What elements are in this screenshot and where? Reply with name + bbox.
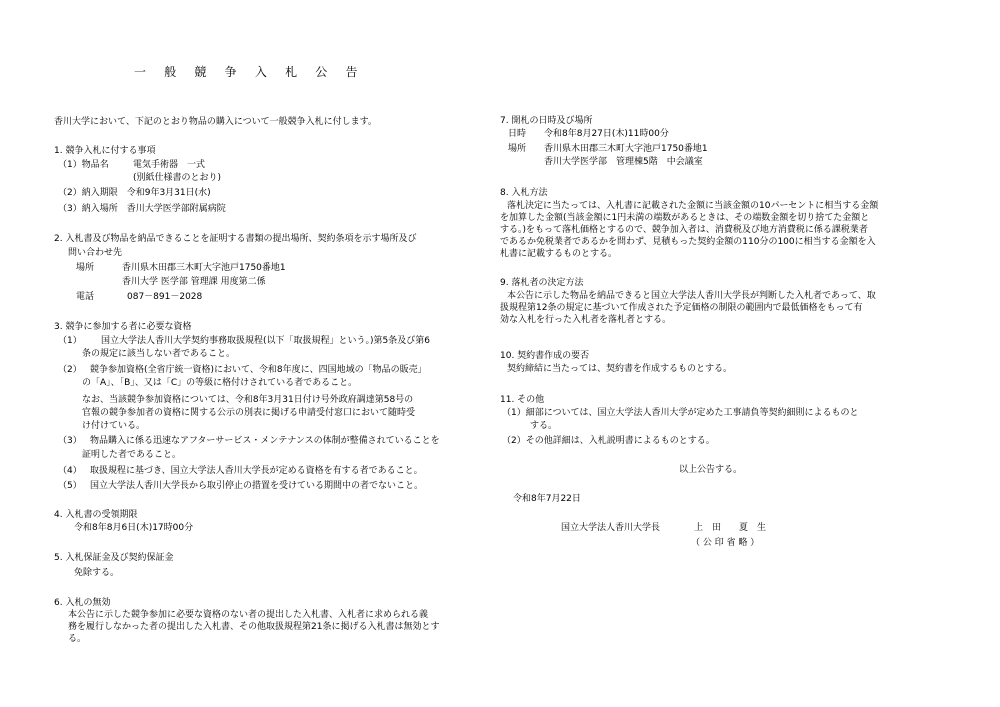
section-heading: 8. 入札方法 — [500, 188, 548, 198]
paragraph-line: であるか免税業者であるかを問わず、見積もった契約金額の110分の100に相当する金額を入 — [500, 237, 876, 247]
section-heading-cont: 問い合わせ先 — [68, 248, 123, 258]
paragraph-line: 落札決定に当たっては、入札書に記載された金額に当該金額の10パーセントに相当する金額 — [507, 201, 879, 211]
deposit-value: 免除する。 — [74, 568, 120, 578]
paragraph-line: 札書に記載するものとする。 — [500, 249, 618, 259]
paragraph-line: 効な入札を行った入札者を落札者とする。 — [500, 315, 672, 325]
item-number: （5） — [58, 481, 82, 491]
paragraph-line: する。)をもって落札価格とするので、競争加入者は、消費税及び地方消費税に係る課税業者 — [500, 225, 868, 235]
page-title: 一 般 競 争 入 札 公 告 — [134, 65, 365, 79]
paragraph-line: る。 — [68, 634, 87, 644]
item-text: 国立大学法人香川大学長から取引停止の措置を受けている期間中の者でないこと。 — [90, 481, 424, 491]
signer-organization: 国立大学法人香川大学長 — [561, 523, 661, 533]
item-label: （1）物品名 — [58, 160, 109, 170]
section-heading: 4. 入札書の受領期限 — [54, 510, 138, 520]
item-number: （4） — [58, 466, 82, 476]
item-text: 取扱規程に基づき、国立大学法人香川大学長が定める資格を有する者であること。 — [90, 466, 423, 476]
paragraph-line: を加算した金額(当該金額に1円未満の端数があるときは、その端数金額を切り捨てた金額と — [500, 213, 870, 223]
place-label: 場所 — [508, 144, 527, 154]
item-text: 証明した者であること。 — [82, 450, 182, 460]
section-value: 契約締結に当たっては、契約書を作成するものとする。 — [507, 364, 733, 374]
date-value: 令和8年8月27日(木)11時00分 — [544, 129, 669, 139]
item-text: （2）その他詳細は、入札説明書によるものとする。 — [502, 436, 715, 446]
deadline-value: 令和8年8月6日(木)17時00分 — [74, 523, 194, 533]
place-address: 香川県木田郡三木町大字池戸1750番地1 — [122, 263, 286, 273]
seal-omitted-note: （ 公 印 省 略 ） — [691, 538, 760, 548]
section-heading: 10. 契約書作成の要否 — [500, 351, 590, 361]
item-text: 物品購入に係る迅速なアフターサービス・メンテナンスの体制が整備されていることを — [90, 436, 440, 446]
section-heading: 5. 入札保証金及び契約保証金 — [54, 553, 174, 563]
item-number: （1） — [58, 336, 82, 346]
paragraph-line: 扱規程第12条の規定に基づいて作成された予定価格の制限の範囲内で最低価格をもって有 — [500, 303, 863, 313]
item-delivery-place: （3）納入場所 香川大学医学部附属病院 — [58, 204, 226, 214]
section-heading: 11. その他 — [500, 395, 545, 405]
place-address: 香川県木田郡三木町大字池戸1750番地1 — [544, 144, 708, 154]
item-text: する。 — [530, 421, 558, 431]
item-text: 官報の競争参加者の資格に関する公示の別表に掲げる申請受付窓口において随時受 — [82, 408, 416, 418]
item-text: の「A」、「B」、又は「C」の等級に格付けされている者であること。 — [82, 378, 358, 388]
item-text: け付けている。 — [82, 421, 146, 431]
place-label: 場所 — [76, 263, 95, 273]
section-heading: 6. 入札の無効 — [54, 598, 111, 608]
intro-text: 香川大学において、下記のとおり物品の購入について一般競争入札に付します。 — [54, 117, 377, 127]
item-delivery-deadline: （2）納入期限 令和9年3月31日(水) — [58, 188, 211, 198]
section-heading: 1. 競争入札に付する事項 — [54, 146, 156, 156]
paragraph-line: 本公告に示した物品を納品できると国立大学法人香川大学長が判断した入札者であって、取 — [507, 291, 876, 301]
item-text: （1）細部については、国立大学法人香川大学が定めた工事請負等契約細則によるものと — [502, 408, 859, 418]
paragraph-line: 務を履行しなかった者の提出した入札書、その他取扱規程第21条に掲げる入札書は無効とす — [68, 622, 440, 632]
item-note: (別紙仕様書のとおり) — [133, 173, 222, 183]
item-text: 国立大学法人香川大学契約事務取扱規程(以下「取扱規程」という。)第5条及び第6 — [101, 336, 430, 346]
section-heading: 2. 入札書及び物品を納品できることを証明する書類の提出場所、契約条項を示す場所及び — [54, 234, 417, 244]
tel-label: 電話 — [76, 292, 95, 302]
item-value: 電気手術器 一式 — [133, 160, 206, 170]
place-room: 香川大学医学部 管理棟5階 中会議室 — [544, 157, 703, 167]
item-number: （2） — [58, 365, 82, 375]
item-number: （3） — [58, 436, 82, 446]
paragraph-line: 本公告に示した競争参加に必要な資格のない者の提出した入札書、入札者に求められる義 — [68, 610, 429, 620]
tel-number: 087－891－2028 — [127, 292, 203, 302]
date-label: 日時 — [508, 129, 527, 139]
closing-statement: 以上公告する。 — [679, 465, 743, 475]
item-text: 条の規定に該当しない者であること。 — [82, 349, 236, 359]
item-text: なお、当該競争参加資格については、令和8年3月31日付け号外政府調達第58号の — [82, 395, 414, 405]
item-text: 競争参加資格(全省庁統一資格)において、令和8年度に、四国地域の「物品の販売」 — [90, 365, 427, 375]
section-heading: 7. 開札の日時及び場所 — [500, 116, 593, 126]
notice-date: 令和8年7月22日 — [513, 494, 581, 504]
section-heading: 9. 落札者の決定方法 — [500, 278, 584, 288]
section-heading: 3. 競争に参加する者に必要な資格 — [54, 322, 192, 332]
signer-name: 上 田 夏 生 — [694, 523, 767, 533]
place-office: 香川大学 医学部 管理課 用度第二係 — [122, 277, 266, 287]
